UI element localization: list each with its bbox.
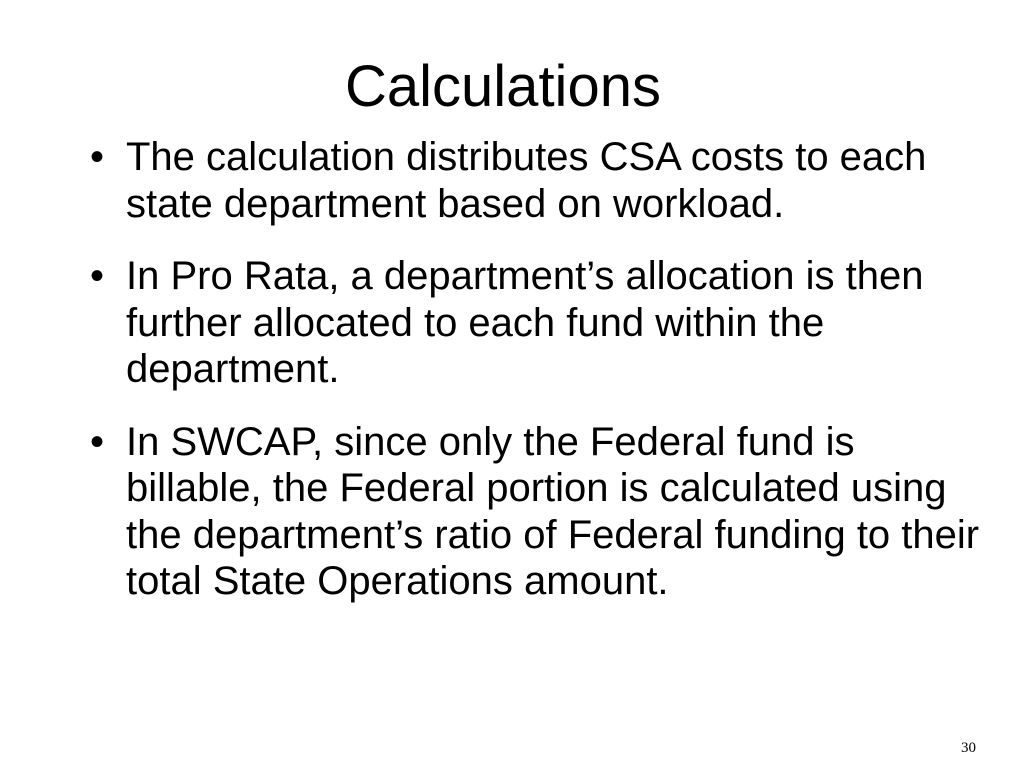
bullet-text: In Pro Rata, a department’s allocation is then further allocated to each fund within the department. — [126, 254, 924, 391]
bullet-item-1 — [90, 134, 990, 227]
bullet-text: In SWCAP, since only the Federal fund is billable, the Federal portion is calculated using the department’s ratio of Federal funding to their total State Operations amount. — [126, 419, 980, 603]
bullet-item-2 — [90, 253, 990, 393]
bullet-item-3 — [90, 419, 990, 605]
bullet-list — [90, 134, 990, 631]
bullet-text: The calculation distributes CSA costs to each state department based on workload. — [126, 135, 927, 226]
slide-title: Calculations — [345, 54, 661, 119]
bullet-marker: • — [90, 419, 105, 464]
bullet-marker: • — [90, 135, 105, 179]
bullet-marker: • — [90, 254, 105, 298]
page-number: 30 — [961, 740, 976, 756]
